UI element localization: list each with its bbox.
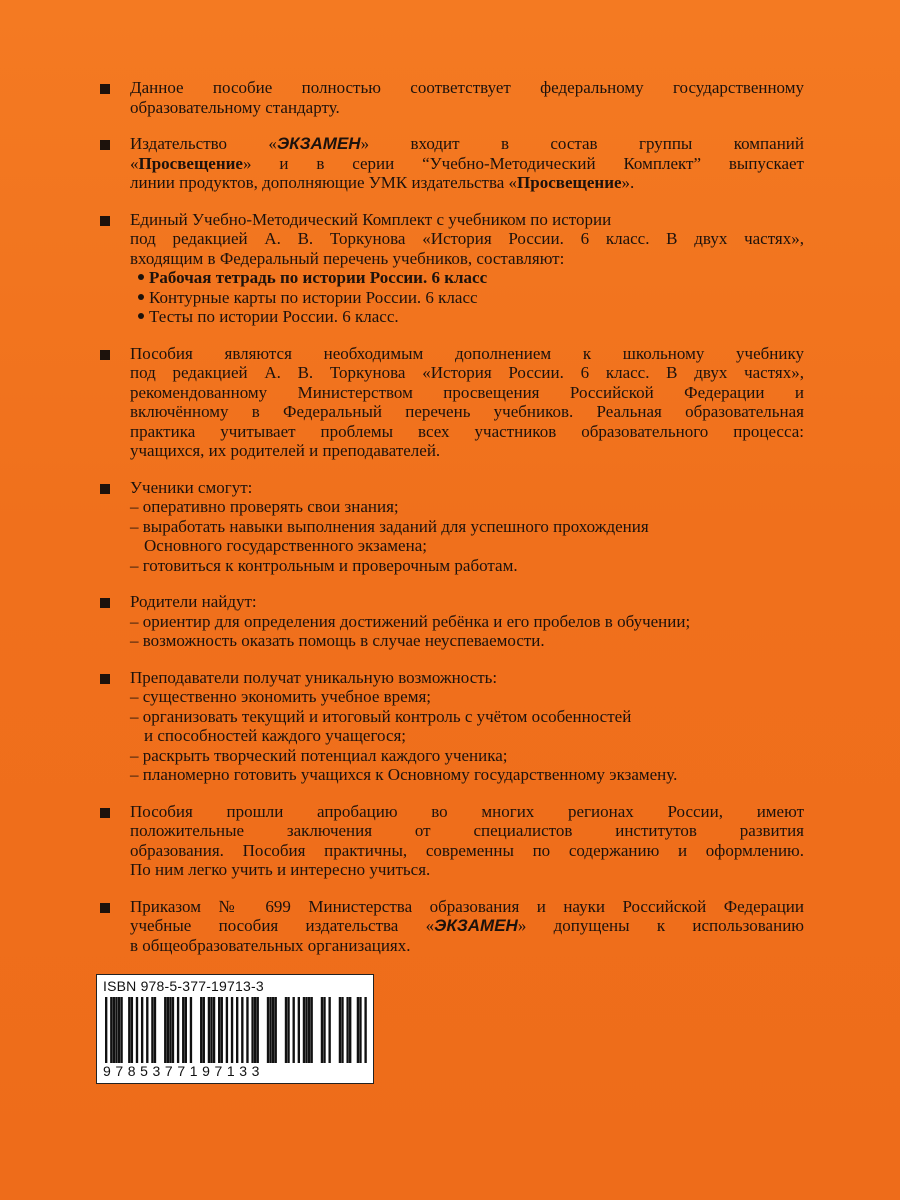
barcode-bar — [120, 997, 122, 1063]
text-line: Приказом № 699 Министерства образования и науки Российской Федерации — [130, 896, 804, 916]
barcode-bar — [267, 997, 269, 1063]
isbn-barcode-block — [96, 974, 374, 1084]
list-item-label: Тесты по истории России. 6 класс. — [149, 307, 399, 326]
text-line: входящим в Федеральный перечень учебников, составляют: — [130, 248, 565, 268]
barcode-bar — [190, 997, 192, 1063]
barcode-bar — [151, 997, 153, 1063]
text-line: По ним легко учить и интересно учиться. — [130, 860, 431, 879]
barcode-bar — [146, 997, 148, 1063]
dot-bullet-icon — [138, 294, 144, 300]
barcode-bar — [136, 997, 138, 1063]
barcode-bar — [346, 997, 348, 1063]
text-line: Преподаватели получат уникальную возможность: — [130, 667, 498, 687]
barcode-bar — [141, 997, 143, 1063]
barcode-bar — [167, 997, 169, 1063]
list-item: – ориентир для определения достижений ребёнка и его пробелов в обучении; — [130, 611, 691, 631]
text-fragment: учебные пособия издательства « — [130, 916, 435, 935]
barcode-bar — [339, 997, 341, 1063]
barcode-bar — [341, 997, 343, 1063]
text-line: Пособия прошли апробацию во многих регионах России, имеют — [130, 801, 804, 821]
text-line: Ученики смогут: — [130, 477, 253, 497]
square-bullet-icon — [100, 903, 110, 913]
text-line: под редакцией А. В. Торкунова «История России. 6 класс. В двух частях», — [130, 363, 804, 382]
text-line — [130, 134, 804, 154]
barcode-bar — [218, 997, 220, 1063]
paragraph-supplement — [98, 344, 804, 461]
list-item: – оперативно проверять свои знания; — [130, 497, 399, 516]
text-line: положительные заключения от специалистов институтов развития — [130, 821, 804, 840]
paragraph-parents — [98, 592, 804, 651]
barcode-bar — [257, 997, 259, 1063]
barcode-bar — [254, 997, 256, 1063]
square-bullet-icon — [100, 674, 110, 684]
paragraph-students — [98, 478, 804, 576]
text-line: Единый Учебно-Методический Комплект с учебником по истории — [130, 209, 612, 229]
list-item: – готовиться к контрольным и проверочным работам. — [130, 555, 518, 575]
text-fragment: линии продуктов, дополняющие УМК издательства « — [130, 173, 518, 192]
text-line: образования. Пособия практичны, современны по содержанию и оформлению. — [130, 840, 804, 860]
text-fragment: » и в серии “Учебно-Методический Комплект” выпускает — [242, 153, 804, 173]
barcode-bar — [221, 997, 223, 1063]
list-item-label: Рабочая тетрадь по истории России. 6 класс — [149, 268, 488, 287]
barcode-bar — [303, 997, 305, 1063]
barcode-bar — [308, 997, 310, 1063]
text-line: образовательному стандарту. — [130, 97, 340, 117]
prosveshchenie-brand: Просвещение — [138, 153, 243, 173]
barcode-digits: 9785377197133 — [103, 1063, 265, 1079]
barcode-bar — [359, 997, 361, 1063]
barcode-bar — [172, 997, 174, 1063]
text-line: Пособия являются необходимым дополнением к школьному учебнику — [130, 343, 804, 363]
barcode-bar — [131, 997, 133, 1063]
text-fragment: Издательство « — [130, 134, 277, 153]
barcode-bar — [328, 997, 330, 1063]
text-fragment: ». — [621, 173, 635, 192]
square-bullet-icon — [100, 808, 110, 818]
list-item-continuation: и способностей каждого учащегося; — [144, 726, 407, 745]
paragraph-order — [98, 897, 804, 956]
barcode-bar — [208, 997, 210, 1063]
list-item — [130, 307, 804, 327]
publisher-brand: ЭКЗАМЕН — [434, 916, 518, 935]
barcode-bar — [154, 997, 156, 1063]
barcode-bar — [305, 997, 307, 1063]
barcode-bar — [105, 997, 107, 1063]
text-line: включённому в Федеральный перечень учебников. Реальная образовательная — [130, 402, 804, 421]
barcode-bar — [293, 997, 295, 1063]
paragraph-standard — [98, 78, 804, 117]
text-line — [130, 173, 804, 193]
list-item — [130, 288, 804, 308]
barcode-bar — [164, 997, 166, 1063]
barcode-bar — [269, 997, 271, 1063]
barcode-bar — [298, 997, 300, 1063]
text-line: в общеобразовательных организациях. — [130, 935, 411, 955]
square-bullet-icon — [100, 84, 110, 94]
barcode-bar — [287, 997, 289, 1063]
list-item: – существенно экономить учебное время; — [130, 687, 431, 706]
square-bullet-icon — [100, 350, 110, 360]
square-bullet-icon — [100, 216, 110, 226]
barcode-bar — [182, 997, 184, 1063]
text-line: практика учитывает проблемы всех участников образовательного процесса: — [130, 421, 804, 441]
paragraph-teachers — [98, 668, 804, 785]
list-item — [130, 268, 804, 288]
list-item: – выработать навыки выполнения заданий для успешного прохождения — [130, 516, 649, 536]
barcode-bar — [236, 997, 238, 1063]
cover-text — [98, 78, 804, 972]
barcode-bar — [213, 997, 215, 1063]
text-line: рекомендованному Министерством просвещения Российской Федерации и — [130, 382, 804, 402]
barcode-bar — [231, 997, 233, 1063]
prosveshchenie-brand: Просвещение — [517, 173, 622, 192]
text-line — [130, 154, 804, 174]
square-bullet-icon — [100, 140, 110, 150]
dot-bullet-icon — [138, 274, 144, 280]
barcode-bar — [310, 997, 312, 1063]
barcode-bar — [349, 997, 351, 1063]
paragraph-umk — [98, 210, 804, 327]
barcode-bar — [128, 997, 130, 1063]
barcode-bar — [272, 997, 274, 1063]
barcode-bar — [110, 997, 112, 1063]
barcode-bar — [113, 997, 115, 1063]
barcode-bar — [357, 997, 359, 1063]
barcode-bar — [226, 997, 228, 1063]
barcode-bar — [364, 997, 366, 1063]
barcode-icon — [105, 997, 367, 1063]
list-item: – организовать текущий и итоговый контроль с учётом особенностей — [130, 706, 632, 726]
barcode-bar — [177, 997, 179, 1063]
list-item: – планомерно готовить учащихся к Основному государственному экзамену. — [130, 765, 678, 784]
barcode-bar — [323, 997, 325, 1063]
text-line: под редакцией А. В. Торкунова «История России. 6 класс. В двух частях», — [130, 229, 804, 248]
list-item: – возможность оказать помощь в случае неуспеваемости. — [130, 631, 545, 650]
barcode-bar — [203, 997, 205, 1063]
text-line — [130, 916, 804, 936]
text-line: учащихся, их родителей и преподавателей. — [130, 441, 441, 460]
dot-bullet-icon — [138, 313, 144, 319]
barcode-bar — [241, 997, 243, 1063]
paragraph-publisher — [98, 134, 804, 193]
paragraph-approbation — [98, 802, 804, 880]
text-line: Родители найдут: — [130, 592, 257, 611]
barcode-bar — [275, 997, 277, 1063]
barcode-bar — [210, 997, 212, 1063]
text-fragment: « — [130, 153, 139, 173]
barcode-bar — [115, 997, 117, 1063]
barcode-bar — [285, 997, 287, 1063]
barcode-bar — [321, 997, 323, 1063]
barcode-bar — [246, 997, 248, 1063]
list-item: – раскрыть творческий потенциал каждого ученика; — [130, 745, 508, 765]
isbn-number: ISBN 978-5-377-19713-3 — [103, 978, 264, 994]
publisher-brand: ЭКЗАМЕН — [276, 134, 361, 153]
text-fragment: » допущены к использованию — [517, 916, 804, 935]
barcode-bar — [200, 997, 202, 1063]
barcode-bar — [251, 997, 253, 1063]
list-item-continuation: Основного государственного экзамена; — [144, 536, 427, 555]
text-line: Данное пособие полностью соответствует федеральному государственному — [130, 78, 804, 97]
square-bullet-icon — [100, 598, 110, 608]
barcode-bar — [185, 997, 187, 1063]
barcode-bar — [118, 997, 120, 1063]
text-fragment: » входит в состав группы компаний — [360, 134, 804, 153]
barcode-bar — [169, 997, 171, 1063]
square-bullet-icon — [100, 484, 110, 494]
list-item-label: Контурные карты по истории России. 6 класс — [149, 287, 478, 307]
